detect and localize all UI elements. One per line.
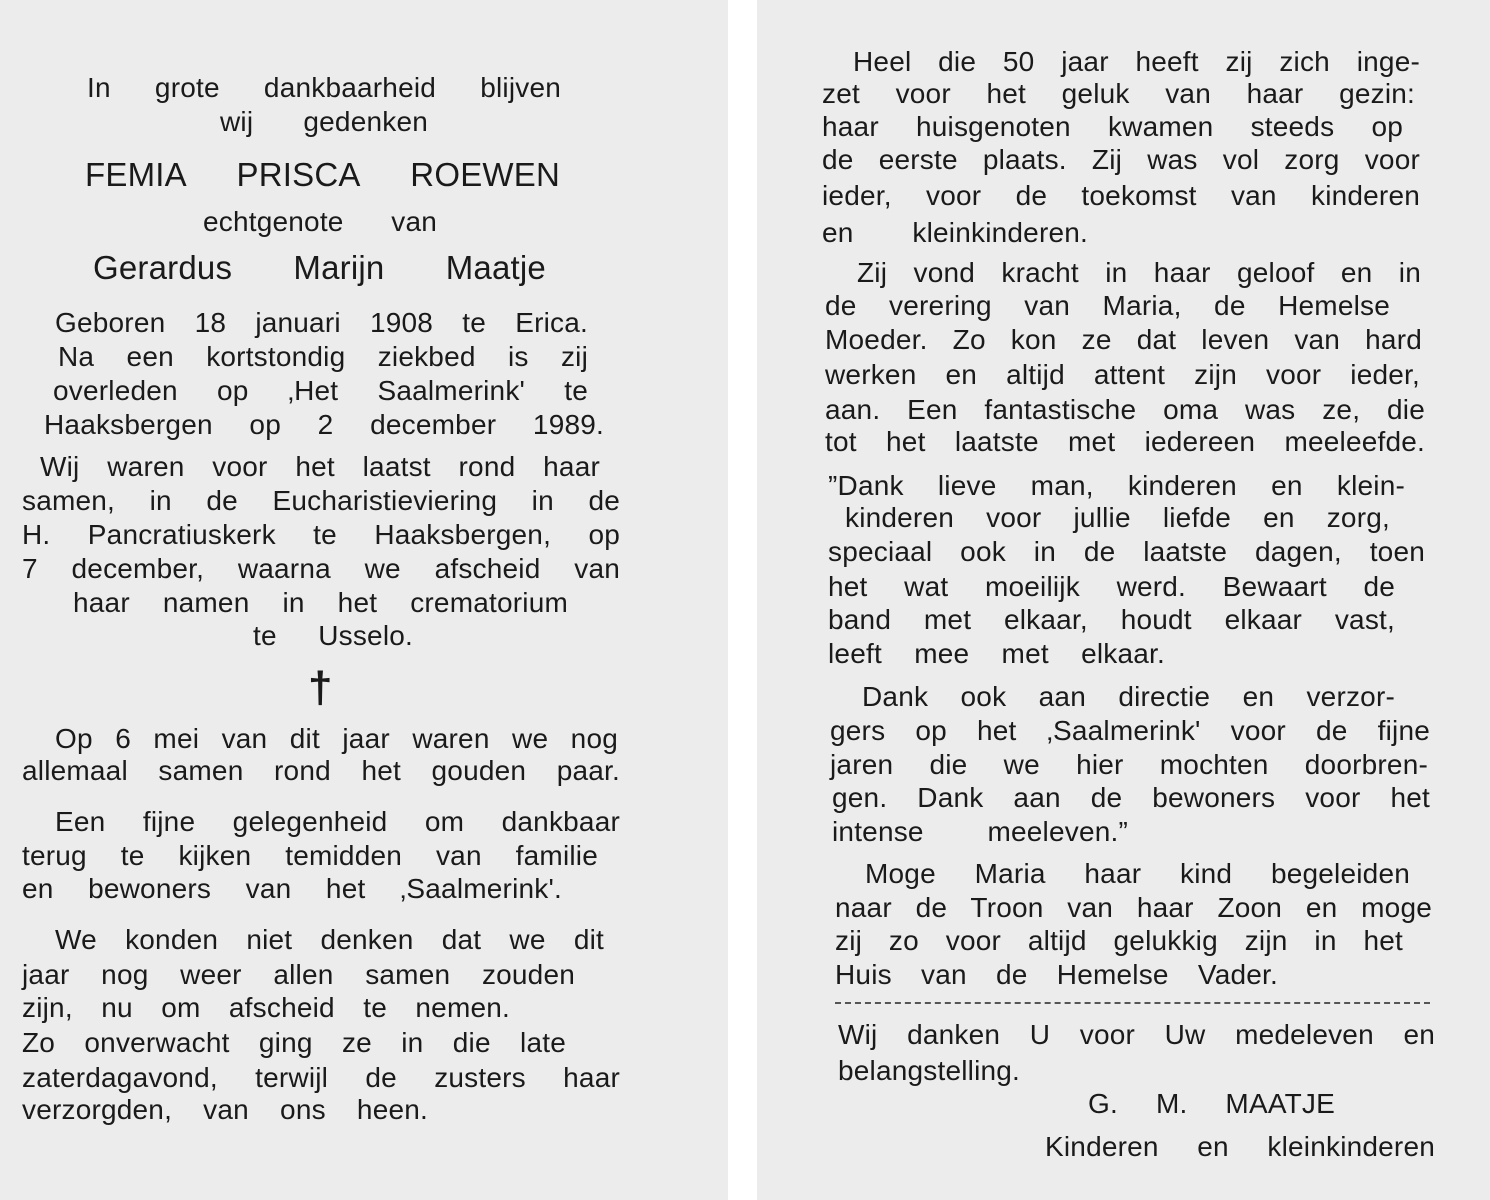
left-text-line: zijn, nu om afscheid te nemen.: [22, 992, 510, 1023]
left-text-line: haar namen in het crematorium: [73, 587, 568, 618]
left-text-line: zaterdagavond, terwijl de zusters haar: [22, 1062, 620, 1093]
left-text-line: We konden niet denken dat we dit: [55, 924, 604, 955]
right-text-line: band met elkaar, houdt elkaar vast,: [828, 604, 1395, 635]
right-text-line: ieder, voor de toekomst van kinderen: [822, 180, 1420, 211]
right-text-line: intense meeleven.”: [832, 816, 1128, 847]
right-text-line: zet voor het geluk van haar gezin:: [822, 78, 1415, 109]
right-text-line: Wij danken U voor Uw medeleven en: [838, 1019, 1435, 1050]
right-text-line: Dank ook aan directie en verzor-: [862, 681, 1395, 712]
right-text-line: Huis van de Hemelse Vader.: [835, 959, 1278, 990]
right-text-line: en kleinkinderen.: [822, 217, 1088, 248]
right-text-line: de verering van Maria, de Hemelse: [825, 290, 1390, 321]
right-text-line: Moeder. Zo kon ze dat leven van hard: [825, 324, 1422, 355]
left-text-line: echtgenote van: [203, 206, 437, 237]
right-text-line: het wat moeilijk werd. Bewaart de: [828, 571, 1395, 602]
right-text-line: belangstelling.: [838, 1055, 1021, 1086]
right-text-line: werken en altijd attent zijn voor ieder,: [825, 359, 1420, 390]
left-text-line: te Usselo.: [253, 620, 413, 651]
left-text-line: Wij waren voor het laatst rond haar: [40, 451, 600, 482]
left-text-line: H. Pancratiuskerk te Haaksbergen, op: [22, 519, 620, 550]
right-text-line: Kinderen en kleinkinderen: [1045, 1131, 1435, 1162]
right-text-line: aan. Een fantastische oma was ze, die: [825, 394, 1425, 425]
left-text-line: en bewoners van het ‚Saalmerink'.: [22, 873, 562, 904]
right-text-line: gen. Dank aan de bewoners voor het: [832, 782, 1430, 813]
left-text-line: wij gedenken: [220, 106, 428, 137]
left-text-line: Geboren 18 januari 1908 te Erica.: [55, 307, 588, 338]
left-text-line: terug te kijken temidden van familie: [22, 840, 598, 871]
left-text-line: Op 6 mei van dit jaar waren we nog: [55, 723, 618, 754]
left-text-line: samen, in de Eucharistieviering in de: [22, 485, 620, 516]
left-text-line: 7 december, waarna we afscheid van: [22, 553, 620, 584]
right-text-line: leeft mee met elkaar.: [828, 638, 1165, 669]
right-text-line: Heel die 50 jaar heeft zij zich inge-: [853, 46, 1420, 77]
right-text-line: Zij vond kracht in haar geloof en in: [857, 257, 1421, 288]
left-text-line: Een fijne gelegenheid om dankbaar: [55, 806, 620, 837]
left-text-line: Na een kortstondig ziekbed is zij: [58, 341, 588, 372]
right-text-line: kinderen voor jullie liefde en zorg,: [845, 502, 1390, 533]
left-text-line: Gerardus Marijn Maatje: [93, 249, 546, 286]
right-text-line: jaren die we hier mochten doorbren-: [830, 749, 1428, 780]
left-text-line: allemaal samen rond het gouden paar.: [22, 755, 620, 786]
left-text-line: jaar nog weer allen samen zouden: [22, 959, 575, 990]
right-text-line: naar de Troon van haar Zoon en moge: [835, 892, 1432, 923]
left-text-line: In grote dankbaarheid blijven: [87, 72, 561, 103]
right-text-line: G. M. MAATJE: [1088, 1088, 1335, 1119]
right-text-line: ”Dank lieve man, kinderen en klein-: [828, 470, 1405, 501]
left-text-line: Haaksbergen op 2 december 1989.: [44, 409, 604, 440]
left-text-line: overleden op ‚Het Saalmerink' te: [53, 375, 588, 406]
right-text-line: de eerste plaats. Zij was vol zorg voor: [822, 144, 1420, 175]
right-text-line: tot het laatste met iedereen meeleefde.: [825, 426, 1425, 457]
left-text-line: Zo onverwacht ging ze in die late: [22, 1027, 566, 1058]
right-text-line: Moge Maria haar kind begeleiden: [865, 858, 1410, 889]
left-text-line: verzorgden, van ons heen.: [22, 1094, 428, 1125]
right-text-line: haar huisgenoten kwamen steeds op: [822, 111, 1403, 142]
right-text-line: speciaal ook in de laatste dagen, toen: [828, 536, 1425, 567]
cross-icon: †: [308, 663, 333, 712]
right-text-line: gers op het ‚Saalmerink' voor de fijne: [830, 715, 1430, 746]
right-text-line: zij zo voor altijd gelukkig zijn in het: [835, 925, 1403, 956]
dashed-divider: [835, 1002, 1430, 1004]
left-text-line: FEMIA PRISCA ROEWEN: [85, 156, 560, 193]
